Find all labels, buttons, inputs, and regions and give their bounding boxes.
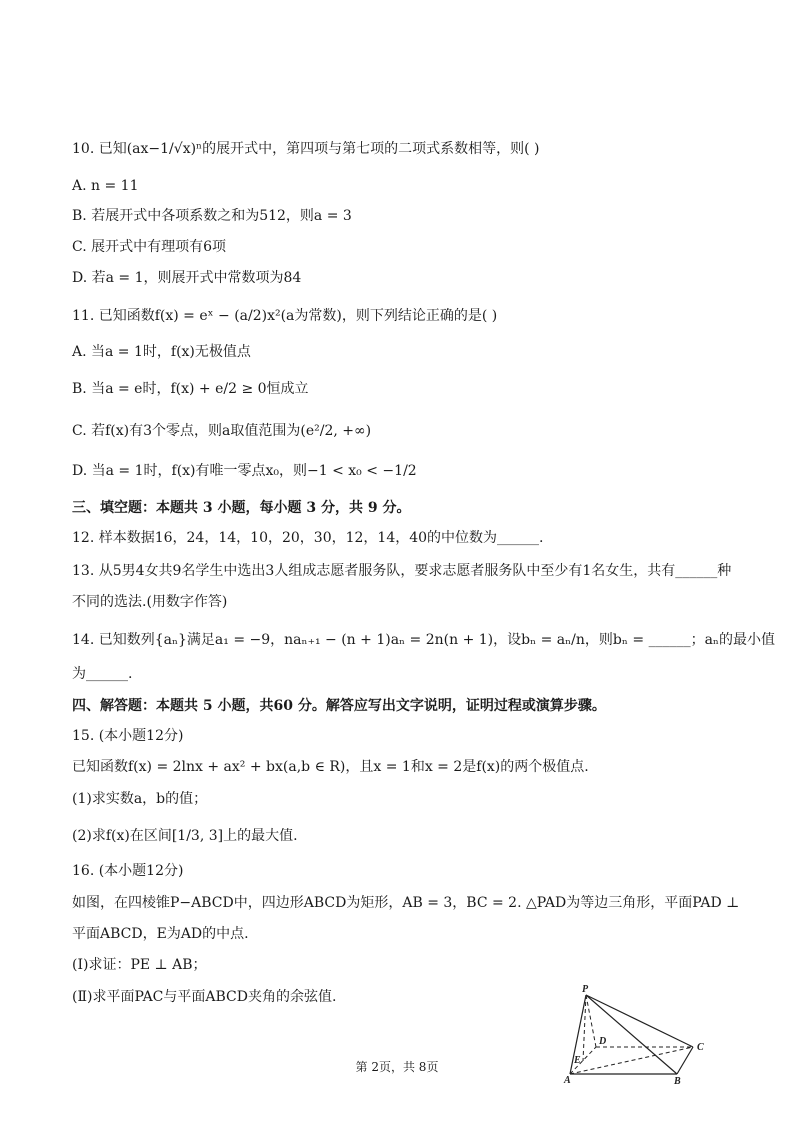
question-16-header: 16. (本小题12分) [72, 863, 184, 879]
question-10-stem: 10. 已知(ax−1/√x)ⁿ的展开式中，第四项与第七项的二项式系数相等，则( ) [72, 141, 540, 157]
question-16-stem-2: 平面ABCD，E为AD的中点. [72, 926, 249, 942]
question-14-line-2: 为______. [72, 666, 133, 682]
q16-part-2: (Ⅱ)求平面PAC与平面ABCD夹角的余弦值. [72, 989, 337, 1005]
q11-option-c: C. 若f(x)有3个零点，则a取值范围为(e²/2, +∞) [72, 423, 372, 439]
q10-option-b: B. 若展开式中各项系数之和为512，则a = 3 [72, 208, 352, 224]
q16-part-1: (Ⅰ)求证：PE ⊥ AB； [72, 957, 207, 973]
q11-option-d: D. 当a = 1时，f(x)有唯一零点x₀，则−1 < x₀ < −1/2 [72, 463, 417, 479]
label-e: E [574, 1055, 581, 1066]
question-13-line-1: 13. 从5男4女共9名学生中选出3人组成志愿者服务队，要求志愿者服务队中至少有1名女生，共有______种 [72, 563, 732, 579]
q10-option-c: C. 展开式中有理项有6项 [72, 239, 227, 255]
section-4-heading: 四、解答题：本题共 5 小题，共60 分。解答应写出文字说明，证明过程或演算步骤。 [72, 698, 606, 714]
q10-option-d: D. 若a = 1，则展开式中常数项为84 [72, 270, 302, 286]
question-16-stem-1: 如图，在四棱锥P−ABCD中，四边形ABCD为矩形，AB = 3，BC = 2. △PAD为等边三角形，平面PAD ⊥ [72, 895, 740, 911]
question-14-line-1: 14. 已知数列{aₙ}满足a₁ = −9，naₙ₊₁ − (n + 1)aₙ = 2n(n + 1)，设bₙ = aₙ/n，则bₙ = ______；aₙ的最小值 [72, 632, 775, 648]
q10-option-a: A. n = 11 [72, 178, 139, 194]
q11-option-a: A. 当a = 1时，f(x)无极值点 [72, 344, 251, 360]
page-footer: 第 2页，共 8页 [355, 1060, 439, 1074]
label-d: D [599, 1036, 607, 1047]
question-13-line-2: 不同的选法.(用数字作答) [72, 594, 228, 610]
label-a: A [564, 1075, 571, 1086]
q15-part-2: (2)求f(x)在区间[1/3, 3]上的最大值. [72, 828, 298, 844]
question-15-stem: 已知函数f(x) = 2lnx + ax² + bx(a,b ∈ R)，且x = 1和x = 2是f(x)的两个极值点. [72, 759, 589, 775]
q11-option-b: B. 当a = e时，f(x) + e/2 ≥ 0恒成立 [72, 381, 309, 397]
label-b: B [674, 1076, 681, 1087]
pyramid-figure [560, 982, 720, 1092]
question-12: 12. 样本数据16，24，14，10，20，30，12，14，40的中位数为______. [72, 530, 544, 546]
label-c: C [697, 1042, 704, 1053]
label-p: P [582, 984, 589, 995]
section-3-heading: 三、填空题：本题共 3 小题，每小题 3 分，共 9 分。 [72, 500, 411, 516]
question-15-header: 15. (本小题12分) [72, 728, 184, 744]
q15-part-1: (1)求实数a，b的值； [72, 791, 208, 807]
question-11-stem: 11. 已知函数f(x) = eˣ − (a/2)x²(a为常数)，则下列结论正确的是( ) [72, 308, 498, 324]
